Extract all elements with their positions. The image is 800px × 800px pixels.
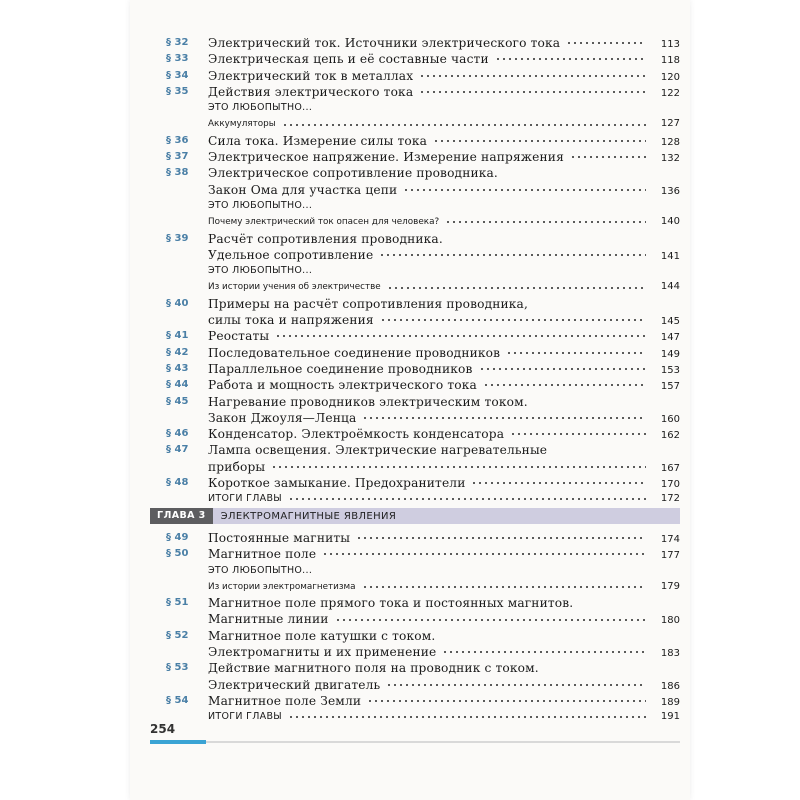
toc-line <box>208 312 680 328</box>
toc-line <box>208 709 680 725</box>
toc-title: Магнитное поле катушки с током. <box>208 628 436 643</box>
chapter-header <box>150 508 680 524</box>
toc-line <box>208 377 680 393</box>
section-number: § 51 <box>166 597 189 609</box>
section-number: § 38 <box>166 167 189 179</box>
toc-page-number: 180 <box>660 615 680 627</box>
footer-accent-bar <box>150 740 206 744</box>
footer-rule <box>150 741 680 743</box>
toc-title: Электрический ток в металлах <box>208 68 414 83</box>
section-number: § 32 <box>166 37 189 48</box>
toc-title: Удельное сопротивление <box>208 247 374 262</box>
toc-title: Электрическое сопротивление проводника. <box>208 166 498 181</box>
toc-line <box>208 84 680 100</box>
dot-leader <box>419 74 646 78</box>
toc-page-number: 167 <box>660 462 680 474</box>
toc-title: Действия электрического тока <box>208 84 414 99</box>
toc-title: Электрическая цепь и её составные части <box>208 52 489 67</box>
toc-title: Работа и мощность электрического тока <box>208 378 477 393</box>
toc-entry <box>150 377 680 393</box>
toc-entry <box>150 628 680 661</box>
toc-page-number: 128 <box>660 136 680 148</box>
toc-title: Электрическое напряжение. Измерение напряжения <box>208 150 564 165</box>
toc-title: ИТОГИ ГЛАВЫ <box>208 493 282 505</box>
toc-entry <box>150 35 680 51</box>
toc-page-number: 157 <box>660 381 680 393</box>
toc-entry <box>150 68 680 84</box>
toc-line <box>208 611 680 627</box>
toc-line <box>208 459 680 475</box>
dot-leader <box>495 57 646 61</box>
toc-line <box>208 35 680 51</box>
toc-title: Магнитное поле <box>208 547 317 562</box>
toc-line <box>208 198 680 214</box>
toc-list-chapter-2 <box>150 35 680 508</box>
dot-leader <box>288 497 646 501</box>
toc-title: Примеры на расчёт сопротивления проводника, <box>208 296 528 311</box>
dot-leader <box>483 383 646 387</box>
toc-entry <box>150 84 680 133</box>
toc-page-number: 162 <box>660 430 680 442</box>
toc-title: Короткое замыкание. Предохранители <box>208 476 466 491</box>
page-number: 254 <box>150 722 176 736</box>
toc-title: ЭТО ЛЮБОПЫТНО... <box>208 102 313 114</box>
toc-line <box>208 394 680 410</box>
toc-line <box>208 579 680 595</box>
dot-leader <box>566 41 646 45</box>
dot-leader <box>419 90 646 94</box>
toc-entry <box>150 231 680 296</box>
toc-line <box>208 345 680 361</box>
toc-page-number: 170 <box>660 479 680 491</box>
toc-line <box>208 442 680 458</box>
toc-entry <box>150 546 680 595</box>
toc-page-number: 113 <box>660 39 680 50</box>
toc-line <box>208 361 680 377</box>
toc-title: приборы <box>208 459 266 474</box>
toc-title: Электрический ток. Источники электрического тока <box>208 36 561 50</box>
toc-title: Из истории электромагнетизма <box>208 581 356 592</box>
toc-entry <box>150 660 680 693</box>
toc-page-number: 189 <box>660 696 680 708</box>
toc-title: Нагревание проводников электрическим током. <box>208 394 528 409</box>
toc-line <box>208 263 680 279</box>
section-number: § 50 <box>166 548 189 560</box>
toc-entry <box>150 345 680 361</box>
toc-line <box>208 182 680 198</box>
dot-leader <box>380 318 646 322</box>
toc-line <box>208 530 680 546</box>
toc-title: ЭТО ЛЮБОПЫТНО... <box>208 265 313 277</box>
dot-leader <box>362 585 646 589</box>
toc-entry <box>150 475 680 508</box>
toc-line <box>208 133 680 149</box>
section-number: § 47 <box>166 444 189 456</box>
toc-entry <box>150 394 680 427</box>
dot-leader <box>275 334 646 338</box>
toc-line <box>208 475 680 491</box>
toc-line <box>208 693 680 709</box>
toc-line <box>208 279 680 295</box>
toc-page-number: 174 <box>660 534 680 545</box>
section-number: § 48 <box>166 477 189 489</box>
section-number: § 54 <box>166 694 189 706</box>
toc-entry <box>150 51 680 67</box>
dot-leader <box>403 188 646 192</box>
toc-title: Конденсатор. Электроёмкость конденсатора <box>208 427 505 442</box>
toc-page-number: 141 <box>660 250 680 262</box>
toc-entry <box>150 165 680 230</box>
toc-line <box>208 628 680 644</box>
section-number: § 36 <box>166 134 189 146</box>
toc-page-number: 153 <box>660 364 680 376</box>
dot-leader <box>335 618 646 622</box>
toc-page-number: 147 <box>660 332 680 344</box>
dot-leader <box>367 699 646 703</box>
toc-title: Магнитные линии <box>208 612 329 627</box>
toc-line <box>208 247 680 263</box>
toc-title: Магнитное поле прямого тока и постоянных магнитов. <box>208 596 574 611</box>
toc-title: Сила тока. Измерение силы тока <box>208 133 428 148</box>
toc-page-number: 144 <box>660 281 680 293</box>
dot-leader <box>288 715 646 719</box>
toc-line <box>208 677 680 693</box>
dot-leader <box>445 220 646 224</box>
toc-entry <box>150 595 680 628</box>
toc-page-number: 191 <box>660 711 680 723</box>
dot-leader <box>510 432 646 436</box>
toc-line <box>208 410 680 426</box>
toc-line <box>208 595 680 611</box>
toc-title: Последовательное соединение проводников <box>208 345 501 360</box>
section-number: § 43 <box>166 362 189 374</box>
toc-title: Электрический двигатель <box>208 677 381 692</box>
toc-title: Из истории учения об электричестве <box>208 282 381 293</box>
section-number: § 40 <box>166 297 189 309</box>
section-number: § 53 <box>166 662 189 674</box>
section-number: § 37 <box>166 151 189 163</box>
toc-line <box>208 426 680 442</box>
toc-line <box>208 660 680 676</box>
toc-line <box>208 214 680 230</box>
toc-title: Почему электрический ток опасен для человека? <box>208 217 440 228</box>
toc-page-number: 149 <box>660 348 680 360</box>
toc-title: ЭТО ЛЮБОПЫТНО... <box>208 199 313 211</box>
toc-line <box>208 491 680 507</box>
dot-leader <box>387 286 646 290</box>
toc-entry <box>150 530 680 546</box>
toc-line <box>208 68 680 84</box>
toc-entry <box>150 426 680 442</box>
toc-title: Закон Ома для участка цепи <box>208 182 398 197</box>
toc-page-number: 177 <box>660 550 680 562</box>
dot-leader <box>379 253 646 257</box>
toc-title: Электромагниты и их применение <box>208 645 437 660</box>
section-number: § 34 <box>166 69 189 81</box>
dot-leader <box>570 155 646 159</box>
toc-page-number: 179 <box>660 580 680 592</box>
toc-title: Лампа освещения. Электрические нагревательные <box>208 443 548 458</box>
toc-title: Постоянные магниты <box>208 531 351 545</box>
toc-title: Закон Джоуля—Ленца <box>208 410 357 425</box>
toc-page-number: 118 <box>660 55 680 67</box>
toc-entry <box>150 296 680 329</box>
chapter-title: ЭЛЕКТРОМАГНИТНЫЕ ЯВЛЕНИЯ <box>220 510 397 522</box>
toc-line <box>208 51 680 67</box>
dot-leader <box>433 139 646 143</box>
section-number: § 42 <box>166 346 189 358</box>
toc-page-number: 122 <box>660 87 680 99</box>
toc-page-number: 132 <box>660 153 680 165</box>
toc-entry <box>150 693 680 726</box>
dot-leader <box>471 481 646 485</box>
toc-entry <box>150 133 680 149</box>
toc-line <box>208 165 680 181</box>
toc-page-number: 183 <box>660 648 680 660</box>
toc-list-chapter-3 <box>150 530 680 726</box>
section-number: § 39 <box>166 232 189 244</box>
toc-page-number: 120 <box>660 71 680 83</box>
toc-entry <box>150 149 680 165</box>
toc-page-number: 140 <box>660 216 680 228</box>
dot-leader <box>506 351 646 355</box>
toc-title: Параллельное соединение проводников <box>208 361 473 376</box>
section-number: § 35 <box>166 85 189 97</box>
dot-leader <box>356 536 646 540</box>
toc-title: Аккумуляторы <box>208 119 276 130</box>
chapter-number: ГЛАВА 3 <box>150 508 213 524</box>
dot-leader <box>282 123 646 127</box>
dot-leader <box>271 465 646 469</box>
dot-leader <box>322 552 646 556</box>
section-number: § 45 <box>166 395 189 407</box>
toc-line <box>208 116 680 132</box>
section-number: § 33 <box>166 53 189 65</box>
toc-line <box>208 149 680 165</box>
toc-page-number: 172 <box>660 493 680 505</box>
dot-leader <box>442 650 646 654</box>
toc-entry <box>150 442 680 475</box>
dot-leader <box>479 367 646 371</box>
toc-title: ИТОГИ ГЛАВЫ <box>208 711 282 723</box>
dot-leader <box>386 683 646 687</box>
section-number: § 44 <box>166 379 189 391</box>
section-number: § 49 <box>166 532 189 543</box>
toc-title: Действие магнитного поля на проводник с током. <box>208 661 539 676</box>
toc-title: Реостаты <box>208 329 270 344</box>
section-number: § 41 <box>166 330 189 342</box>
toc-page-number: 160 <box>660 413 680 425</box>
toc-title: ЭТО ЛЮБОПЫТНО... <box>208 564 313 576</box>
section-number: § 52 <box>166 629 189 641</box>
toc-entry <box>150 361 680 377</box>
toc-line <box>208 563 680 579</box>
dot-leader <box>362 416 646 420</box>
toc-title: Расчёт сопротивления проводника. <box>208 231 443 246</box>
toc-line <box>208 546 680 562</box>
toc-line <box>208 328 680 344</box>
toc-line <box>208 644 680 660</box>
toc-page-number: 145 <box>660 316 680 328</box>
section-number: § 46 <box>166 428 189 440</box>
toc-line <box>208 100 680 116</box>
toc-entry <box>150 328 680 344</box>
toc-page-number: 186 <box>660 680 680 692</box>
toc-line <box>208 296 680 312</box>
toc-line <box>208 231 680 247</box>
toc-page-number: 127 <box>660 118 680 130</box>
toc-title: Магнитное поле Земли <box>208 693 362 708</box>
toc-title: силы тока и напряжения <box>208 313 374 328</box>
toc-page-number: 136 <box>660 185 680 197</box>
